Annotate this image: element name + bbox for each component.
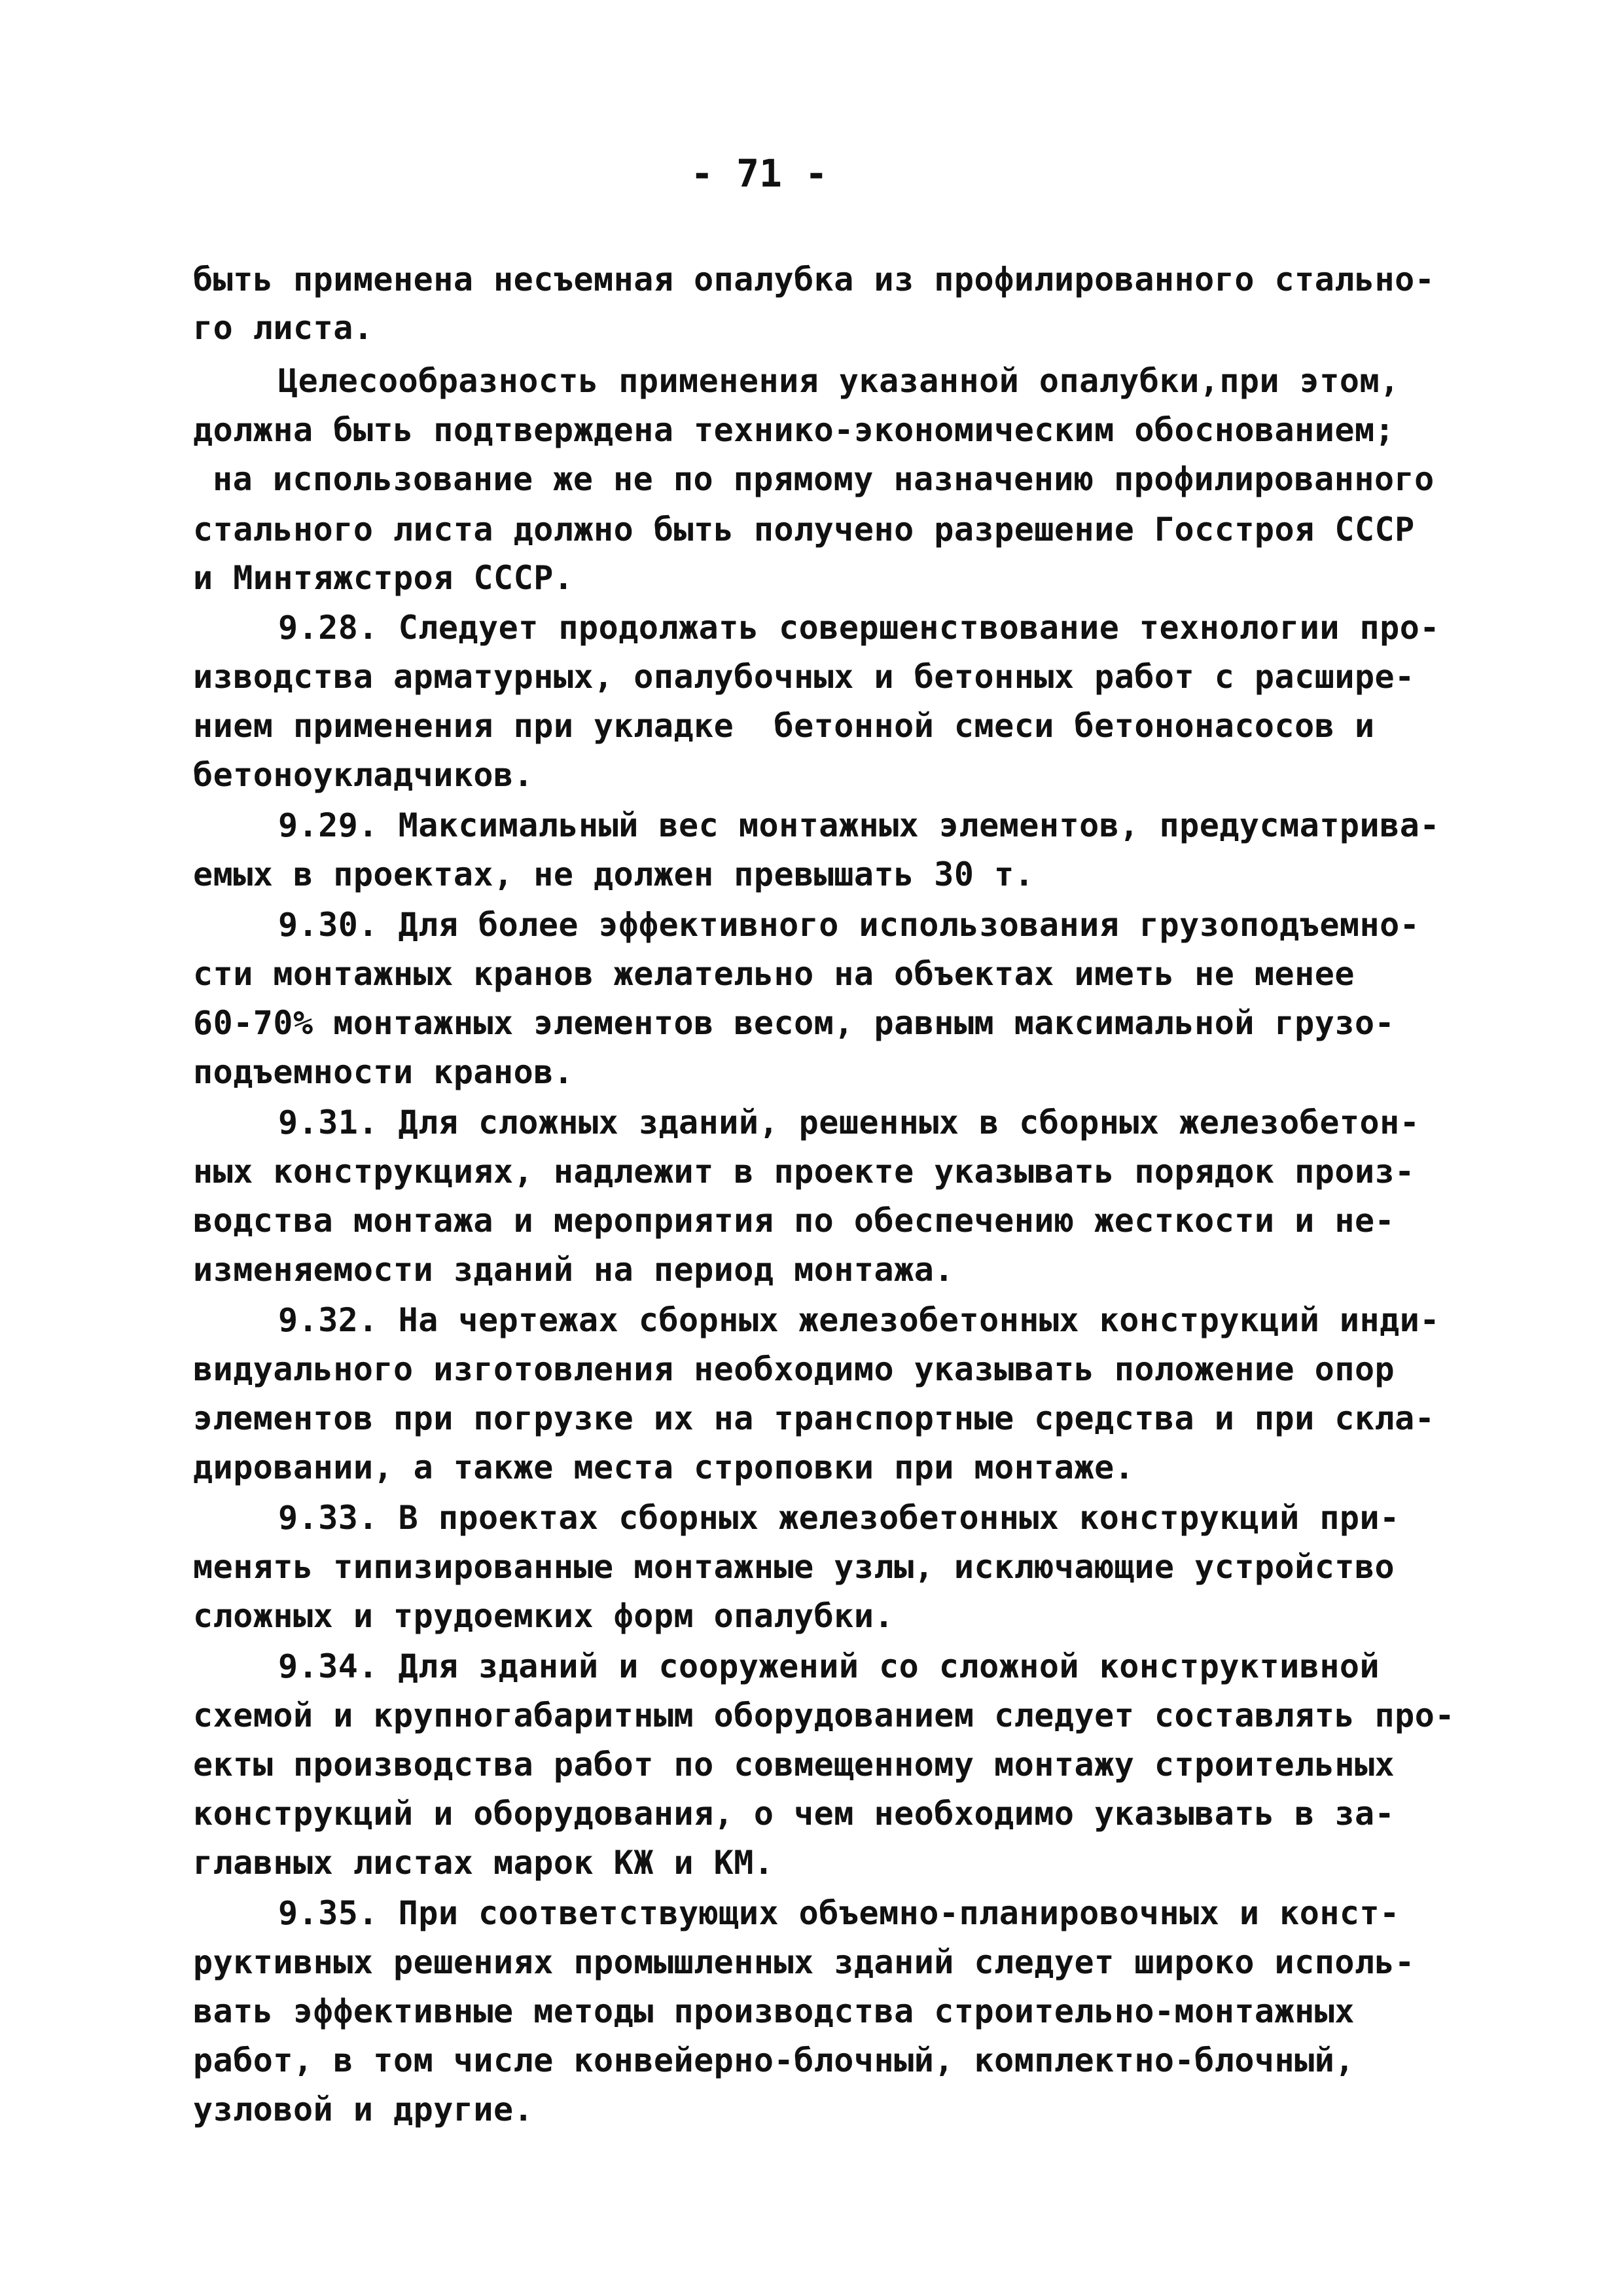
text-line: главных листах марок КЖ и КМ. (193, 1844, 774, 1882)
text-line: быть применена несъемная опалубка из профилированного стально- (193, 260, 1435, 298)
text-line: узловой и другие. (193, 2090, 534, 2128)
text-line: 9.29. Максимальный вес монтажных элементов, предусматрива- (278, 806, 1440, 844)
text-line: подъемности кранов. (193, 1053, 574, 1091)
text-line: на использование же не по прямому назначению профилированного (213, 460, 1435, 498)
text-line: должна быть подтверждена технико-экономическим обоснованием; (193, 411, 1395, 449)
text-line: Целесообразность применения указанной опалубки,при этом, (278, 362, 1400, 400)
text-line: 9.35. При соответствующих объемно-планировочных и конст- (278, 1894, 1400, 1932)
text-line: сложных и трудоемких форм опалубки. (193, 1597, 895, 1635)
text-line: элементов при погрузке их на транспортные средства и при скла- (193, 1399, 1435, 1437)
text-line: изводства арматурных, опалубочных и бетонных работ с расшире- (193, 658, 1415, 696)
text-line: водства монтажа и мероприятия по обеспечению жесткости и не- (193, 1202, 1395, 1240)
text-line: стального листа должно быть получено разрешение Госстроя СССР (193, 511, 1415, 548)
text-line: го листа. (193, 309, 374, 347)
text-line: емых в проектах, не должен превышать 30 т. (193, 855, 1035, 893)
text-line: схемой и крупногабаритным оборудованием следует составлять про- (193, 1696, 1455, 1734)
text-line: 60-70% монтажных элементов весом, равным максимальной грузо- (193, 1004, 1395, 1042)
page-number: - 71 - (690, 151, 828, 196)
text-line: менять типизированные монтажные узлы, исключающие устройство (193, 1548, 1395, 1586)
text-line: бетоноукладчиков. (193, 756, 534, 794)
text-line: 9.30. Для более эффективного использования грузоподъемно- (278, 906, 1420, 944)
text-line: 9.33. В проектах сборных железобетонных конструкций при- (278, 1499, 1400, 1537)
text-line: нием применения при укладке бетонной смеси бетононасосов и (193, 707, 1375, 745)
text-line: сти монтажных кранов желательно на объектах иметь не менее (193, 955, 1355, 993)
text-line: конструкций и оборудования, о чем необходимо указывать в за- (193, 1795, 1395, 1833)
text-line: ных конструкциях, надлежит в проекте указывать порядок произ- (193, 1153, 1415, 1191)
text-line: руктивных решениях промышленных зданий следует широко исполь- (193, 1943, 1415, 1981)
text-line: 9.34. Для зданий и сооружений со сложной конструктивной (278, 1647, 1380, 1685)
text-line: 9.32. На чертежах сборных железобетонных конструкций инди- (278, 1301, 1440, 1339)
text-line: екты производства работ по совмещенному монтажу строительных (193, 1746, 1395, 1784)
text-line: работ, в том числе конвейерно-блочный, комплектно-блочный, (193, 2041, 1355, 2079)
text-line: и Минтяжстроя СССР. (193, 559, 574, 597)
text-line: изменяемости зданий на период монтажа. (193, 1251, 954, 1289)
text-line: 9.31. Для сложных зданий, решенных в сборных железобетон- (278, 1103, 1420, 1141)
text-line: вать эффективные методы производства строительно-монтажных (193, 1992, 1355, 2030)
text-line: видуального изготовления необходимо указывать положение опор (193, 1350, 1395, 1388)
text-line: дировании, а также места строповки при монтаже. (193, 1448, 1135, 1486)
text-line: 9.28. Следует продолжать совершенствование технологии про- (278, 609, 1440, 647)
